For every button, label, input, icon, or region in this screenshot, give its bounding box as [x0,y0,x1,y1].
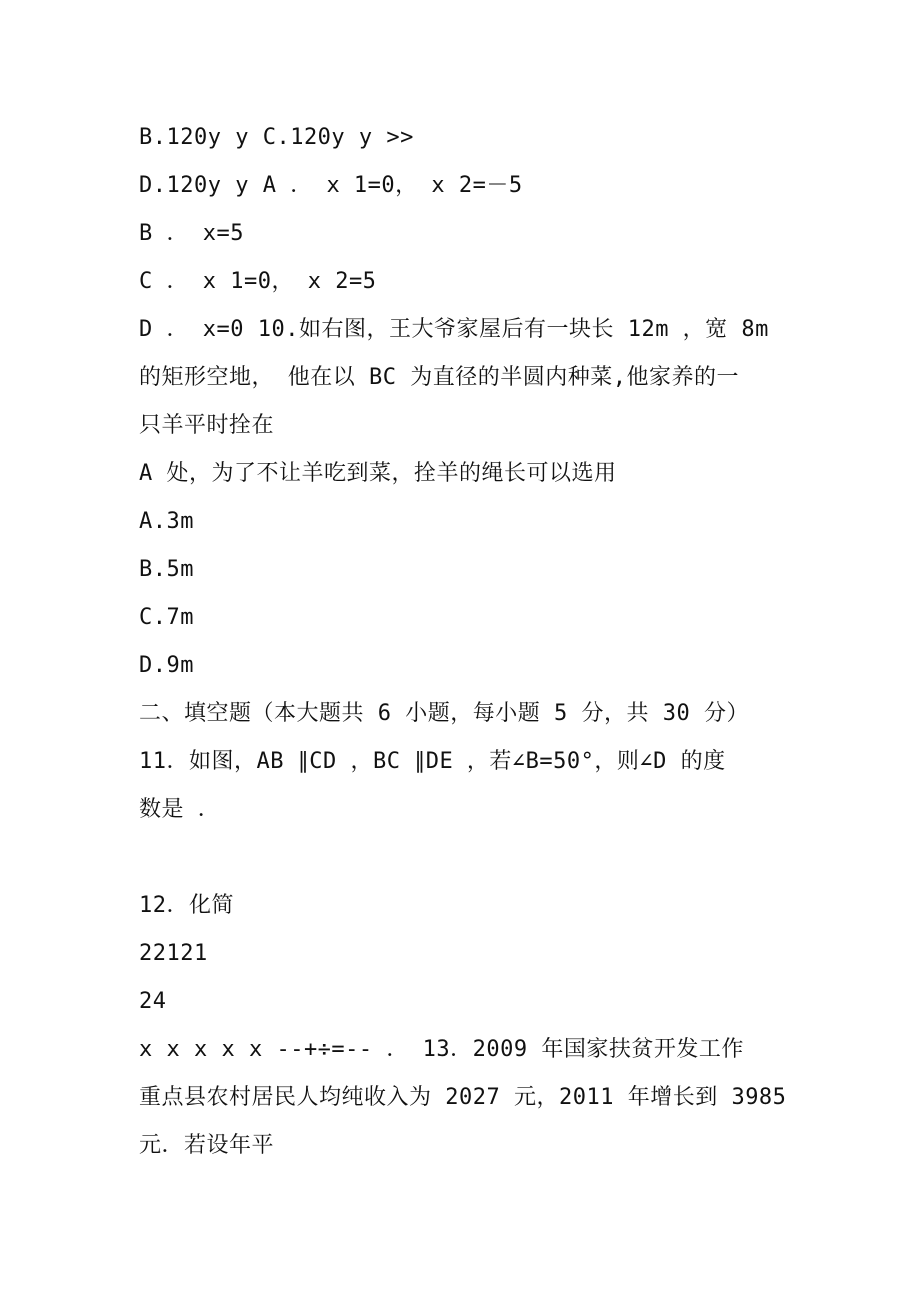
text-line-3: B ． x=5 [139,221,244,246]
text-line-5: D ． x=0 10.如右图，王大爷家屋后有一块长 12m ，宽 8m [139,317,769,342]
text-line-11: C.7m [139,605,194,630]
text-line-17: 22121 [139,941,208,966]
text-line-13: 二、填空题（本大题共 6 小题，每小题 5 分，共 30 分） [139,701,749,726]
text-line-9: A.3m [139,509,194,534]
text-line-15: 数是 ． [139,797,221,822]
text-line-4: C ． x 1=0， x 2=5 [139,269,377,294]
text-line-16: 12．化简 [139,893,234,918]
text-line-12: D.9m [139,653,194,678]
text-line-2: D.120y y A ． x 1=0， x 2=－5 [139,173,523,198]
text-line-6: 的矩形空地， 他在以 BC 为直径的半圆内种菜,他家养的一 [139,365,739,390]
text-line-8: A 处，为了不让羊吃到菜，拴羊的绳长可以选用 [139,461,617,486]
text-line-21: 元．若设年平 [139,1133,275,1158]
text-line-14: 11．如图，AB ∥CD ，BC ∥DE ，若∠B=50°，则∠D 的度 [139,749,726,774]
text-line-7: 只羊平时拴在 [139,413,275,438]
text-line-1: B.120y y C.120y y >> [139,125,414,150]
text-line-20: 重点县农村居民人均纯收入为 2027 元，2011 年增长到 3985 [139,1085,787,1110]
text-line-10: B.5m [139,557,194,582]
text-line-19: x x x x x --+÷=-- ． 13．2009 年国家扶贫开发工作 [139,1037,744,1062]
text-line-18: 24 [139,989,167,1014]
